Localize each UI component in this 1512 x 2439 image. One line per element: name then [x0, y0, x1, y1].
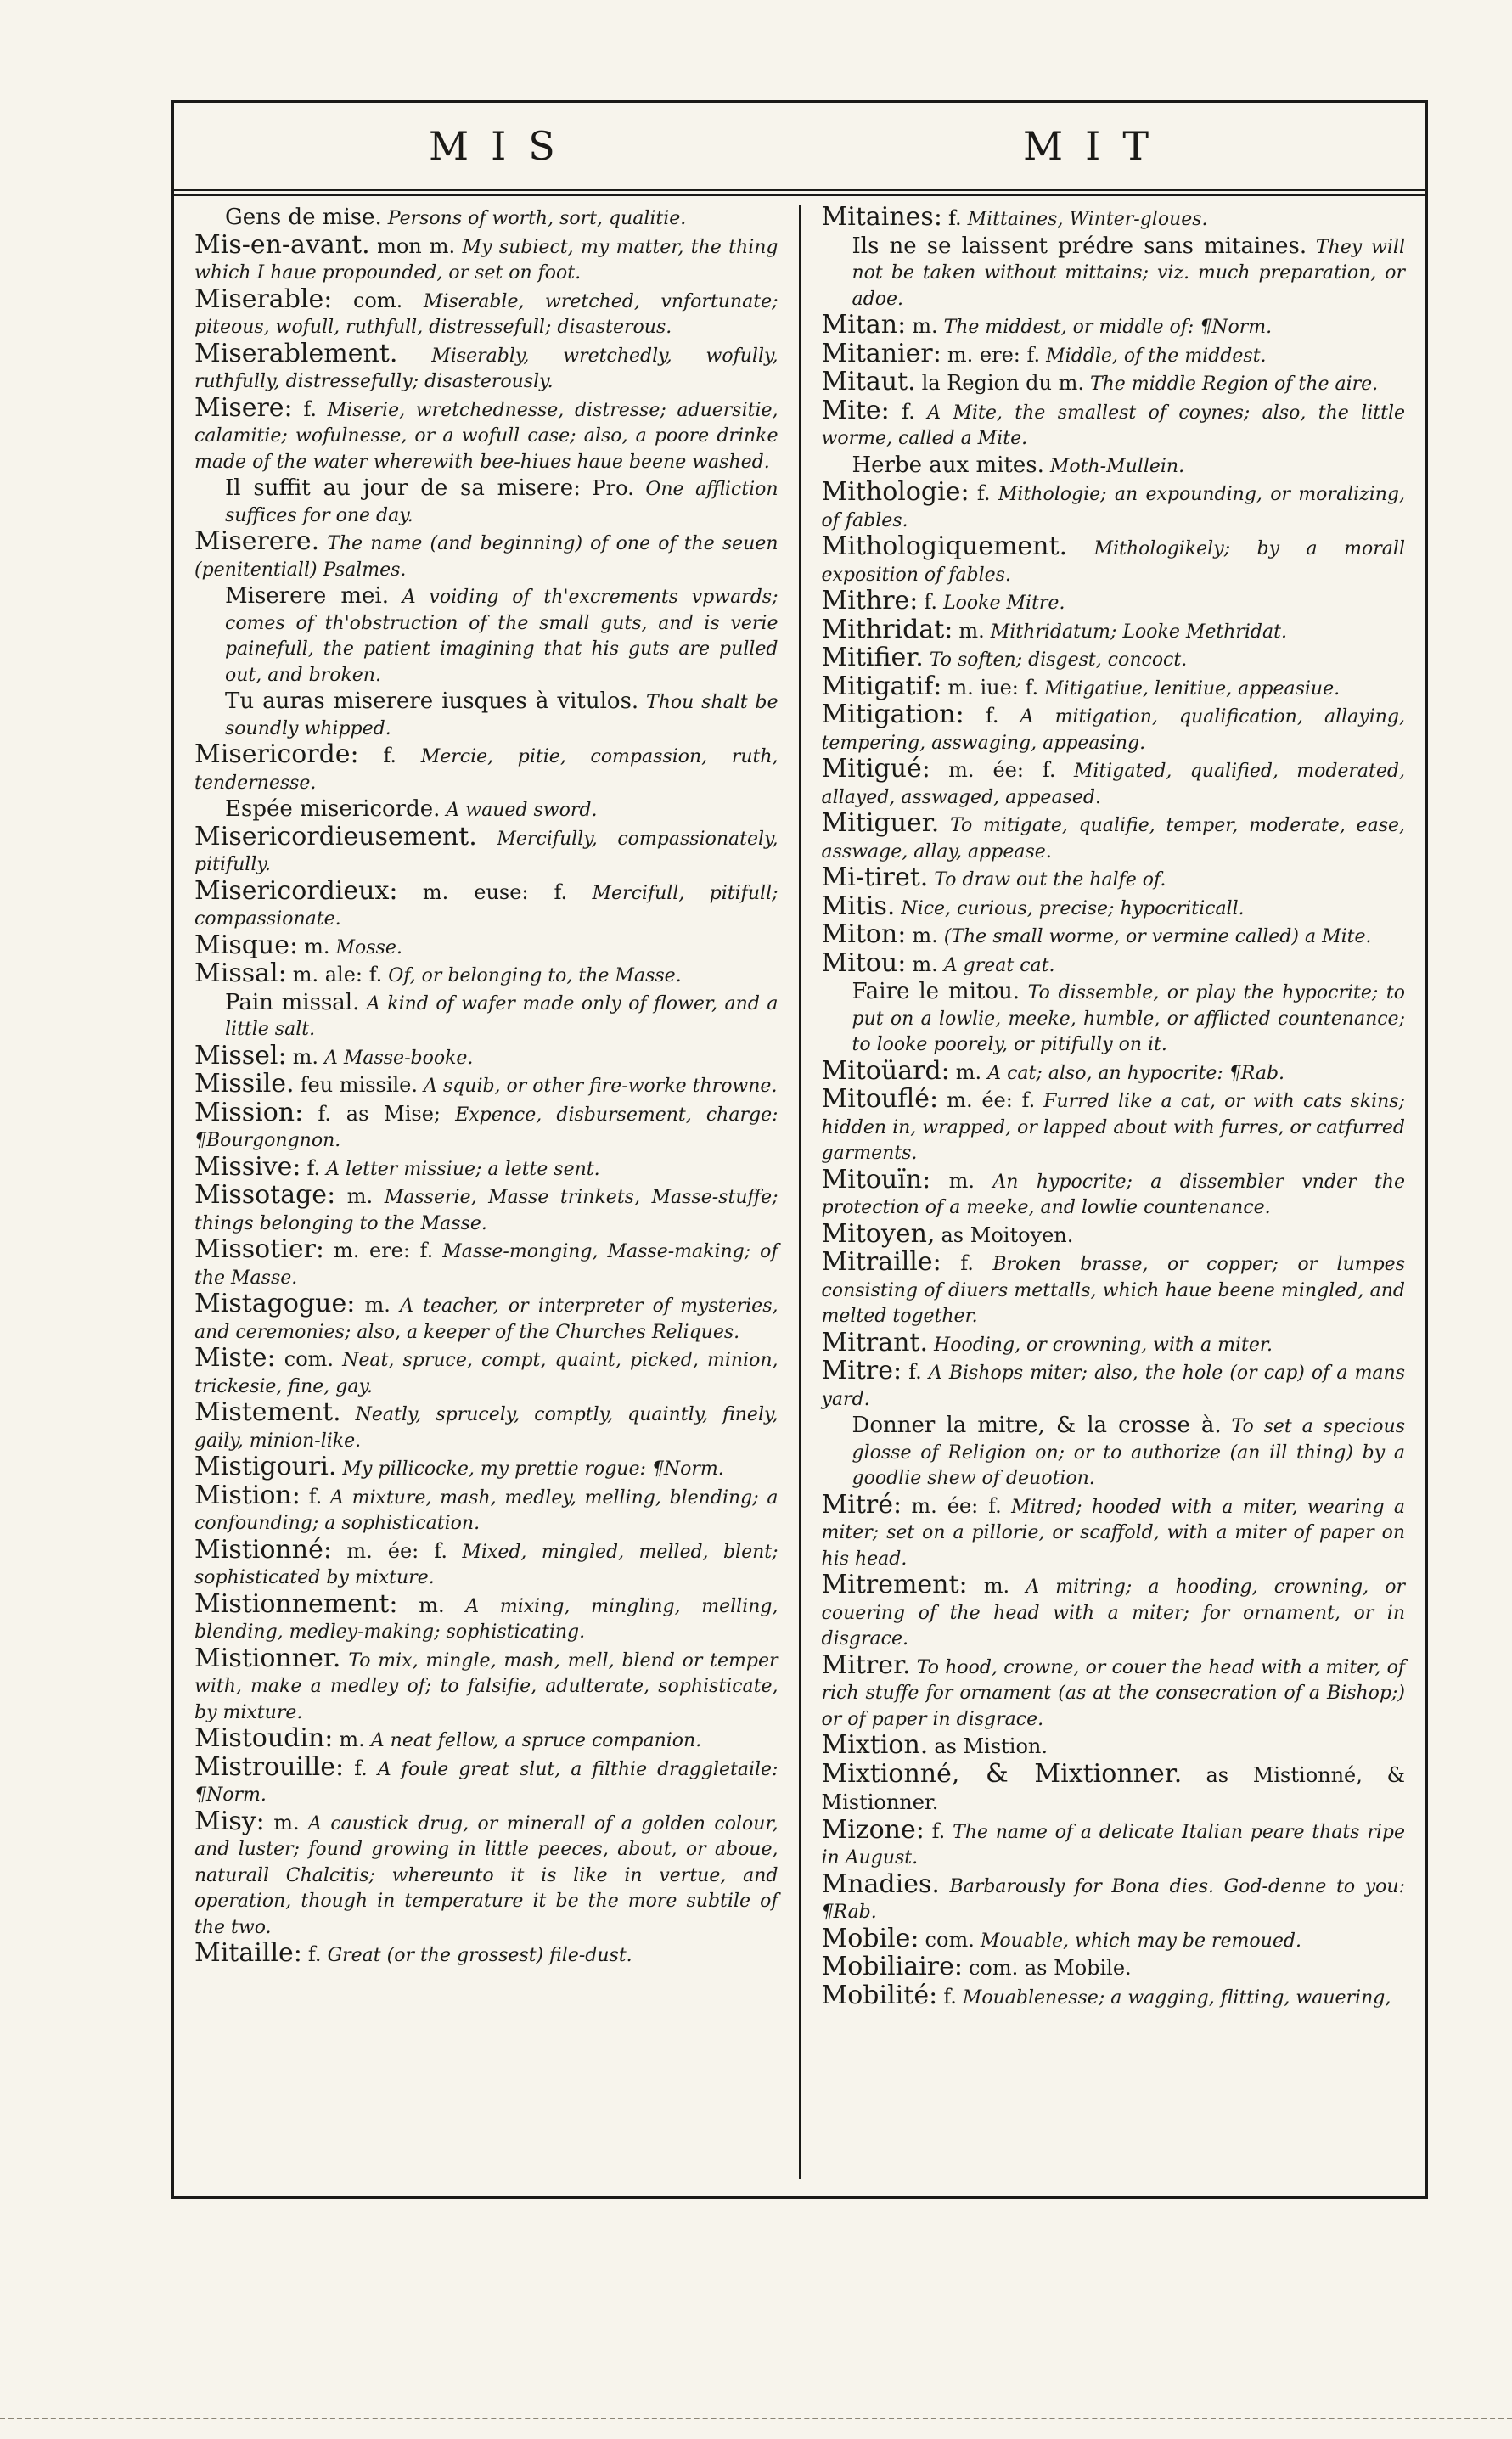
dictionary-entry	[821, 1730, 1406, 1762]
entry-grammar: m. iue: f.	[947, 675, 1039, 700]
entry-headword: Tu auras miserere iusques à vitulos.	[225, 688, 639, 714]
entry-gloss: Mixed, mingled, melled, blent; sophisticated by mixture.	[194, 1541, 778, 1588]
dictionary-entry	[194, 1806, 778, 1942]
entry-headword: Mite:	[821, 395, 890, 425]
dictionary-entry	[821, 1923, 1406, 1955]
entry-gloss: Thou shalt be soundly whipped.	[225, 692, 778, 739]
entry-grammar: f.	[985, 704, 999, 728]
dictionary-entry	[194, 930, 778, 962]
entry-headword: Mistionner.	[194, 1643, 341, 1673]
dictionary-entry	[194, 875, 778, 933]
entry-headword: Mithologie:	[821, 477, 970, 507]
entry-headword: Mission:	[194, 1097, 304, 1127]
dictionary-entry	[822, 1572, 1406, 1653]
entry-headword: Mistement.	[194, 1397, 341, 1427]
entry-grammar: Pro.	[592, 476, 634, 500]
entry-headword: Miserere mei.	[225, 583, 389, 609]
entry-grammar: m.	[983, 1574, 1010, 1598]
dictionary-entry	[194, 583, 778, 688]
entry-headword: Mitaut.	[821, 367, 916, 396]
entry-gloss: Neatly, sprucely, comptly, quaintly, finely, gaily, minion-like.	[194, 1404, 778, 1452]
entry-gloss: Mosse.	[335, 936, 402, 958]
entry-gloss: The name of a delicate Italian peare thats ripe in August.	[821, 1821, 1405, 1869]
dictionary-entry	[821, 1869, 1406, 1926]
entry-headword: Mitigué:	[821, 754, 930, 784]
entry-headword: Mitouflé:	[821, 1084, 939, 1114]
entry-grammar: m. ée: f.	[911, 1493, 1002, 1518]
entry-headword: Mitrant.	[821, 1327, 929, 1357]
entry-headword: Mitiguer.	[821, 808, 940, 838]
dictionary-entry	[822, 588, 1406, 617]
dictionary-entry	[821, 671, 1406, 703]
entry-grammar: as Mistionné, & Mistionner.	[821, 1762, 1406, 1814]
left-column	[174, 205, 801, 2179]
entry-headword: Mitan:	[821, 310, 907, 340]
entry-gloss: To hood, crowne, or couer the head with a miter, of rich stuffe for ornament (as at the consecration of a Bishop;) or of paper in disgrace.	[821, 1656, 1405, 1730]
entry-gloss: A mitring; a hooding, crowning, or couering of the head with a miter; for ornament, or in disgrace.	[821, 1576, 1405, 1649]
dictionary-entry	[821, 1758, 1406, 1818]
entry-headword: Miserere.	[194, 526, 320, 556]
entry-gloss: Expence, disbursement, charge: ¶Bourgongnon.	[194, 1104, 778, 1151]
entry-headword: Mitoyen,	[821, 1218, 936, 1249]
dictionary-entry	[822, 312, 1406, 341]
dictionary-entry	[821, 1489, 1406, 1573]
header-left-guideword: MIS	[429, 123, 577, 169]
dictionary-entry	[194, 205, 778, 233]
entry-headword: Mitouïn:	[821, 1164, 931, 1194]
entry-grammar: f.	[976, 481, 991, 505]
dictionary-entry	[822, 756, 1406, 811]
entry-gloss: My pillicocke, my prettie rogue: ¶Norm.	[342, 1458, 724, 1480]
dictionary-entry	[194, 526, 778, 583]
entry-headword: Mitanier:	[821, 338, 941, 368]
dictionary-entry	[821, 531, 1406, 588]
entry-headword: Mitraille:	[821, 1247, 941, 1277]
entry-grammar: com.	[925, 1927, 975, 1952]
entry-headword: Misericordieux:	[194, 875, 398, 906]
entry-grammar: f. as Mise;	[318, 1101, 441, 1126]
entry-gloss: A great cat.	[943, 954, 1055, 976]
dictionary-entry	[821, 1218, 1406, 1250]
entry-grammar: m. ere: f.	[334, 1239, 434, 1262]
entry-headword: Misericorde:	[194, 739, 359, 769]
entry-gloss: Mithologie; an expounding, or moralizing, of fables.	[821, 484, 1406, 531]
entry-gloss: One affliction suffices for one day.	[225, 479, 778, 526]
entry-gloss: Furred like a cat, or with cats skins; hidden in, wrapped, or lapped about with furres, or catfurred garments.	[821, 1091, 1406, 1164]
entry-headword: Mistoudin:	[194, 1723, 334, 1753]
entry-gloss: Masserie, Masse trinkets, Masse-stuffe; things belonging to the Masse.	[194, 1187, 778, 1234]
running-header	[174, 103, 1425, 191]
entry-gloss: A mixture, mash, medley, melling, blending; a confounding; a sophistication.	[194, 1486, 778, 1534]
entry-grammar: m.	[419, 1593, 445, 1617]
entry-headword: Mis-en-avant.	[194, 229, 370, 260]
entry-grammar: f.	[303, 396, 317, 421]
entry-gloss: A mixing, mingling, melling, blending, medley-making; sophisticating.	[194, 1595, 778, 1643]
entry-headword: Mitigatif:	[821, 671, 942, 701]
entry-gloss: To mitigate, qualifie, temper, moderate, ease, asswage, allay, appease.	[821, 815, 1405, 863]
entry-grammar: mon m.	[377, 233, 456, 258]
dictionary-entry	[194, 338, 778, 396]
entry-headword: Missotier:	[194, 1234, 325, 1264]
entry-gloss: Miserable, wretched, vnfortunate; piteous, wofull, ruthfull, distressefull; disasterous.	[194, 290, 778, 338]
entry-gloss: A caustick drug, or minerall of a golden colour, and luster; found growing in little peeces, about, or aboue, naturall Chalcitis; whereunto it is like in vertue, and operation, though in temperature it be the more subtile of the two.	[194, 1812, 778, 1938]
entry-grammar: m. ée: f.	[948, 758, 1056, 782]
entry-headword: Misere:	[194, 392, 293, 423]
entry-gloss: A cat; also, an hypocrite: ¶Rab.	[987, 1062, 1285, 1084]
dictionary-entry	[194, 392, 778, 476]
entry-headword: Mistagogue:	[194, 1289, 356, 1318]
entry-headword: Mobilité:	[821, 1980, 938, 2010]
entry-headword: Pain missal.	[225, 989, 360, 1015]
entry-grammar: m.	[912, 314, 938, 338]
entry-headword: Il suffit au jour de sa misere:	[225, 475, 581, 501]
dictionary-entry	[194, 1751, 778, 1809]
entry-grammar: m. ere: f.	[947, 342, 1041, 367]
entry-headword: Miste:	[194, 1343, 276, 1373]
entry-grammar: f.	[902, 399, 915, 424]
entry-gloss: A foule great slut, a filthie draggletaile: ¶Norm.	[194, 1758, 778, 1806]
entry-headword: Mitis.	[821, 891, 896, 921]
entry-headword: Faire le mitou.	[852, 979, 1020, 1004]
entry-gloss: Neat, spruce, compt, quaint, picked, minion, trickesie, fine, gay.	[194, 1350, 778, 1397]
dictionary-entry	[821, 1247, 1406, 1330]
dictionary-entry	[194, 1723, 778, 1755]
entry-grammar: m. ée: f.	[346, 1538, 447, 1563]
entry-gloss: Hooding, or crowning, with a miter.	[934, 1334, 1273, 1356]
dictionary-entry	[194, 1397, 778, 1454]
entry-headword: Mixtionné, & Mixtionner.	[821, 1758, 1183, 1789]
entry-gloss: To mix, mingle, mash, mell, blend or temper with, make a medley of; to falsifie, adulterate, sophisticate, by mixture.	[194, 1649, 778, 1723]
dictionary-entry	[194, 1097, 778, 1155]
dictionary-entry	[821, 338, 1406, 370]
dictionary-entry	[194, 1180, 778, 1237]
dictionary-entry	[194, 1071, 778, 1100]
entry-gloss: Miserie, wretchednesse, distresse; aduersitie, calamitie; wofulnesse, or a wofull case; also, a poore drinke made of the water wherewith bee-hiues haue beene washed.	[194, 399, 778, 473]
entry-grammar: f.	[924, 590, 938, 614]
entry-grammar: m.	[292, 1044, 318, 1069]
dictionary-entry	[822, 1358, 1406, 1413]
entry-headword: Mistigouri.	[194, 1452, 337, 1481]
dictionary-entry	[194, 821, 778, 879]
entry-headword: Mitigation:	[821, 700, 964, 729]
dictionary-entry	[821, 1649, 1406, 1734]
entry-gloss: A waued sword.	[446, 800, 598, 821]
dictionary-entry	[194, 1938, 778, 1970]
entry-gloss: The name (and beginning) of one of the seuen (penitentiall) Psalmes.	[194, 533, 778, 581]
scan-edge-lines	[0, 2418, 1512, 2422]
entry-headword: Miserable:	[194, 284, 333, 314]
dictionary-entry	[821, 395, 1406, 452]
entry-headword: Herbe aux mites.	[852, 452, 1044, 478]
entry-headword: Ils ne se laissent prédre sans mitaines.	[852, 233, 1307, 259]
entry-headword: Mitrer.	[821, 1649, 911, 1680]
entry-grammar: m. ale: f.	[292, 963, 383, 986]
dictionary-entry	[821, 1814, 1406, 1872]
entry-headword: Miton:	[821, 919, 907, 949]
dictionary-entry	[822, 369, 1406, 398]
entry-gloss: Moth-Mullein.	[1049, 455, 1185, 477]
entry-headword: Espée misericorde.	[225, 796, 441, 822]
dictionary-entry	[194, 796, 778, 824]
entry-grammar: as Mistion.	[934, 1734, 1048, 1758]
dictionary-columns	[174, 205, 1425, 2179]
dictionary-entry	[194, 1040, 778, 1072]
entry-headword: Mistionnement:	[194, 1588, 398, 1619]
entry-headword: Mi-tiret.	[821, 863, 929, 892]
entry-gloss: Mitigated, qualified, moderated, allayed, asswaged, appeased.	[821, 761, 1405, 808]
dictionary-entry	[194, 1534, 778, 1592]
entry-gloss: A mitigation, qualification, allaying, tempering, asswaging, appeasing.	[821, 706, 1405, 754]
dictionary-entry	[822, 865, 1406, 894]
entry-gloss: A kind of wafer made only of flower, and a little salt.	[225, 992, 778, 1040]
entry-gloss: Miserably, wretchedly, wofully, ruthfully, distressefully; disasterously.	[194, 345, 778, 392]
entry-gloss: Of, or belonging to, the Masse.	[388, 965, 682, 986]
entry-gloss: The middle Region of the aire.	[1089, 374, 1379, 395]
entry-grammar: m.	[948, 1168, 975, 1193]
entry-grammar: m.	[339, 1728, 365, 1751]
dictionary-entry	[194, 1343, 778, 1400]
entry-grammar: m.	[955, 1059, 982, 1084]
entry-grammar: m.	[958, 618, 985, 643]
dictionary-entry	[194, 1643, 778, 1727]
entry-headword: Mistionné:	[194, 1534, 332, 1565]
entry-gloss: To set a specious glosse of Religion on; or to authorize (an ill thing) by a goodlie shew of deuotion.	[852, 1416, 1405, 1489]
entry-gloss: To dissemble, or play the hypocrite; to put on a lowlie, meeke, humble, or afflicted countenance; to looke poorely, or pitifully on it.	[852, 982, 1405, 1055]
entry-gloss: Great (or the grossest) file-dust.	[327, 1945, 632, 1966]
entry-gloss: A voiding of th'excrements vpwards; comes of th'obstruction of the small guts, and is verie painefull, the patient imagining that his guts are pulled out, and broken.	[225, 587, 778, 686]
dictionary-entry	[822, 233, 1406, 313]
entry-gloss: Mouable, which may be remoued.	[980, 1930, 1301, 1952]
entry-headword: Mistrouille:	[194, 1751, 345, 1782]
entry-grammar: m.	[273, 1810, 300, 1835]
entry-grammar: m.	[912, 952, 938, 976]
entry-headword: Mitré:	[821, 1489, 902, 1520]
entry-grammar: f.	[931, 1818, 946, 1843]
entry-gloss: To soften; disgest, concoct.	[929, 649, 1188, 671]
entry-grammar: f.	[943, 1984, 957, 2009]
dictionary-entry	[822, 205, 1406, 233]
dictionary-entry	[822, 452, 1406, 480]
entry-gloss: An hypocrite; a dissembler vnder the protection of a meeke, and lowlie countenance.	[821, 1171, 1405, 1218]
dictionary-entry	[194, 229, 778, 287]
entry-headword: Mitaille:	[194, 1938, 302, 1968]
entry-grammar: f.	[307, 1942, 322, 1966]
dictionary-entry	[822, 979, 1406, 1059]
entry-gloss: A teacher, or interpreter of mysteries, and ceremonies; also, a keeper of the Churches Reliques.	[194, 1295, 778, 1343]
entry-gloss: Mitigatiue, lenitiue, appeasiue.	[1044, 677, 1341, 700]
dictionary-entry	[821, 614, 1406, 646]
entry-gloss: A letter missiue; a lette sent.	[326, 1158, 600, 1180]
entry-headword: Misque:	[194, 930, 299, 960]
dictionary-entry	[194, 1454, 778, 1483]
entry-headword: Misericordieusement.	[194, 821, 477, 851]
dictionary-entry	[821, 1164, 1406, 1222]
dictionary-entry	[194, 1291, 778, 1346]
dictionary-entry	[821, 1084, 1406, 1167]
entry-grammar: com.	[352, 288, 403, 312]
entry-headword: Mithologiquement.	[821, 531, 1068, 561]
entry-gloss: Mouablenesse; a wagging, flitting, wauering,	[962, 1987, 1391, 2009]
entry-headword: Mobile:	[821, 1923, 919, 1953]
entry-gloss: A squib, or other fire-worke throwne.	[424, 1076, 778, 1097]
entry-headword: Mitaines:	[821, 205, 942, 232]
entry-grammar: m. euse: f.	[422, 880, 568, 904]
dictionary-entry	[194, 958, 778, 990]
entry-headword: Mithre:	[821, 586, 919, 615]
entry-gloss: A neat fellow, a spruce companion.	[370, 1730, 702, 1751]
entry-gloss: Mercifully, compassionately, pitifully.	[194, 828, 778, 875]
dictionary-entry	[194, 475, 778, 529]
entry-headword: Missotage:	[194, 1180, 336, 1210]
dictionary-entry	[194, 1480, 778, 1537]
entry-grammar: com.	[284, 1347, 334, 1371]
entry-headword: Mitoüard:	[821, 1055, 950, 1086]
entry-headword: Mitrement:	[821, 1570, 968, 1599]
dictionary-entry	[194, 1588, 778, 1646]
entry-grammar: m.	[346, 1184, 374, 1208]
entry-headword: Misy:	[194, 1806, 265, 1836]
dictionary-entry	[194, 990, 778, 1043]
entry-gloss: Masse-monging, Masse-making; of the Masse.	[194, 1241, 778, 1289]
entry-gloss: Mercie, pitie, compassion, ruth, tendernesse.	[194, 746, 778, 794]
entry-headword: Missile.	[194, 1069, 295, 1099]
entry-gloss: My subiect, my matter, the thing which I haue propounded, or set on foot.	[194, 236, 778, 284]
entry-gloss: Mittaines, Winter-gloues.	[967, 209, 1208, 230]
entry-gloss: Barbarously for Bona dies. God-denne to you: ¶Rab.	[821, 1875, 1405, 1923]
entry-grammar: f.	[947, 206, 962, 230]
entry-headword: Mitou:	[821, 947, 907, 978]
entry-grammar: f.	[308, 1484, 323, 1509]
dictionary-entry	[822, 1413, 1406, 1492]
entry-headword: Miserablement.	[194, 338, 398, 368]
dictionary-entry	[821, 891, 1406, 923]
dictionary-entry	[194, 688, 778, 742]
entry-gloss: Middle, of the middest.	[1046, 345, 1267, 367]
header-double-rule	[174, 194, 1425, 196]
entry-grammar: as Moitoyen.	[941, 1222, 1074, 1247]
entry-gloss: Mitred; hooded with a miter, wearing a miter; set on a pillorie, or scaffold, with a miter of paper on his head.	[821, 1496, 1405, 1570]
entry-gloss: Mithologikely; by a morall exposition of fables.	[821, 538, 1405, 586]
dictionary-entry	[821, 808, 1406, 865]
entry-gloss: Mercifull, pitifull; compassionate.	[194, 882, 778, 930]
dictionary-entry	[821, 1980, 1406, 2012]
entry-gloss: Nice, curious, precise; hypocriticall.	[901, 897, 1245, 919]
entry-headword: Mithridat:	[821, 614, 953, 644]
header-right-guideword: MIT	[1023, 123, 1171, 169]
entry-headword: Mizone:	[821, 1814, 925, 1845]
dictionary-entry	[822, 702, 1406, 756]
entry-gloss: A Bishops miter; also, the hole (or cap) of a mans yard.	[821, 1363, 1406, 1410]
entry-headword: Mistion:	[194, 1480, 301, 1510]
dictionary-entry	[821, 477, 1406, 534]
entry-headword: Missive:	[194, 1151, 301, 1182]
dictionary-entry	[194, 284, 778, 341]
entry-headword: Mitifier.	[821, 643, 924, 672]
entry-gloss: Mithridatum; Looke Methridat.	[990, 621, 1287, 643]
entry-grammar: m.	[364, 1293, 391, 1317]
right-column	[801, 205, 1426, 2179]
entry-headword: Mitre:	[821, 1356, 902, 1385]
entry-gloss: A Masse-booke.	[323, 1047, 474, 1069]
entry-gloss: The middest, or middle of: ¶Norm.	[943, 317, 1273, 338]
entry-gloss: To draw out the halfe of.	[934, 869, 1166, 891]
entry-headword: Mixtion.	[821, 1730, 929, 1760]
dictionary-entry	[822, 645, 1406, 674]
entry-grammar: m.	[304, 934, 330, 958]
entry-headword: Missel:	[194, 1040, 287, 1071]
entry-grammar: la Region du m.	[921, 371, 1084, 395]
entry-grammar: f.	[306, 1155, 321, 1180]
entry-headword: Mnadies.	[821, 1869, 940, 1899]
entry-grammar: m.	[912, 924, 938, 947]
entry-headword: Missal:	[194, 958, 287, 988]
entry-grammar: com. as Mobile.	[968, 1956, 1132, 1980]
dictionary-entry	[821, 1327, 1406, 1359]
entry-gloss: A Mite, the smallest of coynes; also, the little worme, called a Mite.	[821, 402, 1406, 449]
entry-grammar: feu missile.	[300, 1073, 419, 1097]
dictionary-entry	[194, 1234, 778, 1291]
entry-headword: Gens de mise.	[225, 205, 382, 230]
dictionary-entry	[194, 1151, 778, 1183]
entry-grammar: f.	[960, 1251, 974, 1275]
entry-grammar: f.	[354, 1756, 368, 1780]
entry-gloss: They will not be taken without mittains; viz. much preparation, or adoe.	[852, 236, 1405, 310]
entry-headword: Mobiliaire:	[821, 1952, 963, 1981]
entry-gloss: Broken brasse, or copper; or lumpes consisting of diuers mettalls, which haue beene mingled, and melted together.	[821, 1254, 1405, 1327]
entry-grammar: f.	[383, 744, 397, 767]
dictionary-entry	[822, 1954, 1406, 1983]
entry-grammar: m. ée: f.	[947, 1088, 1036, 1112]
dictionary-entry	[821, 1055, 1406, 1087]
dictionary-entry	[194, 739, 778, 796]
entry-gloss: (The small worme, or vermine called) a Mite.	[943, 926, 1372, 947]
entry-gloss: Looke Mitre.	[943, 593, 1065, 614]
entry-headword: Donner la mitre, & la crosse à.	[852, 1413, 1222, 1438]
page-frame	[171, 100, 1428, 2199]
entry-gloss: Persons of worth, sort, qualitie.	[387, 208, 687, 229]
dictionary-entry	[821, 919, 1406, 951]
entry-grammar: f.	[908, 1360, 922, 1384]
dictionary-entry	[821, 947, 1406, 980]
